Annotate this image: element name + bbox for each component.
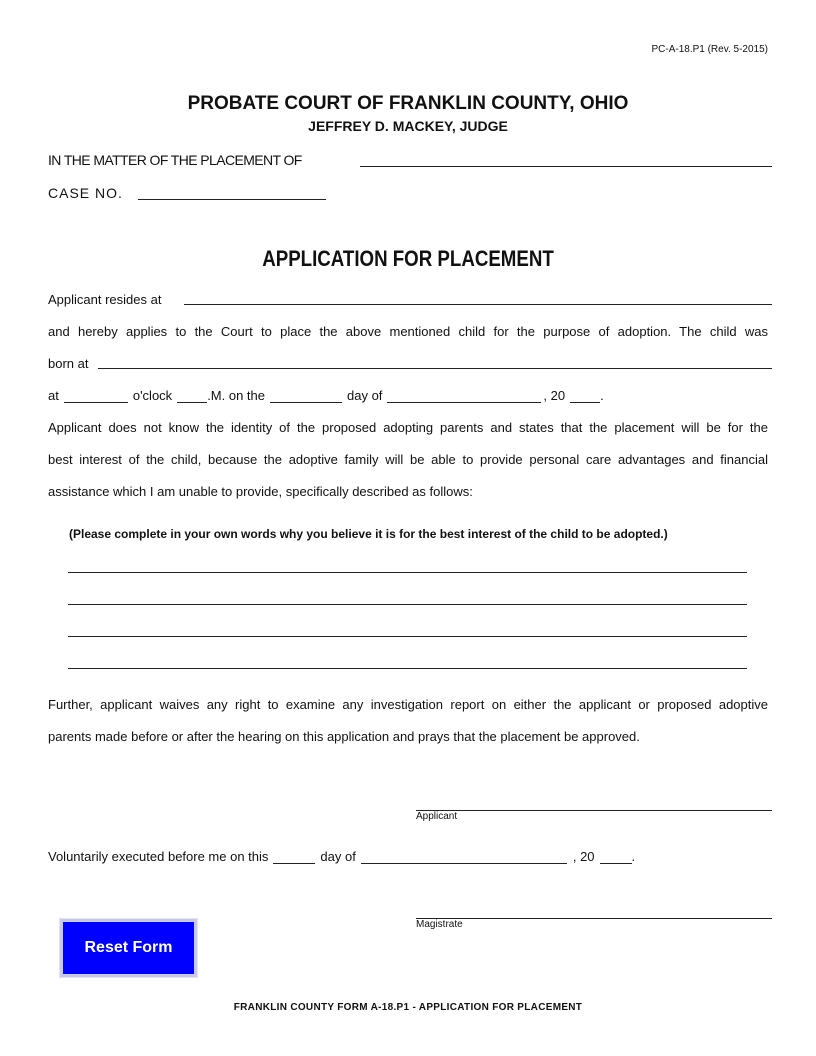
at-label: at — [48, 388, 59, 403]
reset-form-button[interactable]: Reset Form — [60, 919, 197, 977]
day-of-label: day of — [347, 388, 383, 403]
birthplace-input[interactable] — [98, 352, 772, 369]
residence-input[interactable] — [184, 288, 772, 305]
applies-text: and hereby applies to the Court to place the above mentioned child for the purpose of adoption. The child was — [48, 324, 768, 339]
document-title: APPLICATION FOR PLACEMENT — [262, 246, 554, 271]
case-no-input[interactable] — [138, 183, 326, 200]
oclock-label: o'clock — [132, 388, 173, 403]
paragraph1-line2: best interest of the child, because the adoptive family will be able to provide personal care advantages and financial — [48, 452, 768, 467]
birth-hour-input[interactable] — [64, 390, 128, 403]
magistrate-label: Magistrate — [416, 919, 463, 930]
birth-day-input[interactable] — [270, 390, 342, 403]
birth-year-input[interactable] — [570, 390, 600, 403]
birth-time-line — [48, 388, 604, 403]
reason-line-3[interactable] — [68, 618, 747, 637]
year-prefix-label: , 20 — [572, 849, 595, 864]
reason-line-1[interactable] — [68, 554, 747, 573]
period: . — [600, 388, 604, 403]
applicant-signature-input[interactable] — [416, 792, 772, 811]
executed-month-input[interactable] — [361, 851, 567, 864]
m-on-the-label: .M. on the — [207, 388, 265, 403]
matter-label: IN THE MATTER OF THE PLACEMENT OF — [48, 152, 302, 168]
applicant-label: Applicant — [416, 811, 458, 822]
reason-line-2[interactable] — [68, 586, 747, 605]
am-pm-input[interactable] — [177, 390, 207, 403]
judge-name: JEFFREY D. MACKEY, JUDGE — [308, 118, 508, 134]
reason-line-4[interactable] — [68, 650, 747, 669]
paragraph1-line1: Applicant does not know the identity of the proposed adopting parents and states that the placement will be for the — [48, 420, 768, 435]
resides-label: Applicant resides at — [48, 292, 162, 307]
born-label: born at — [48, 356, 89, 371]
paragraph1-line3: assistance which I am unable to provide, specifically described as follows: — [48, 484, 473, 499]
voluntary-text: Voluntarily executed before me on this — [48, 849, 269, 864]
birth-month-input[interactable] — [387, 390, 541, 403]
footer: FRANKLIN COUNTY FORM A-18.P1 - APPLICATION FOR PLACEMENT — [233, 1002, 583, 1013]
paragraph2-line1: Further, applicant waives any right to examine any investigation report on either the applicant or proposed adoptive — [48, 697, 768, 712]
executed-year-input[interactable] — [600, 851, 632, 864]
magistrate-signature-input[interactable] — [416, 900, 772, 919]
case-no-label: CASE NO. — [48, 185, 123, 201]
voluntary-line — [48, 849, 635, 864]
period: . — [631, 849, 636, 864]
paragraph2-line2: parents made before or after the hearing on this application and prays that the placement be approved. — [48, 729, 640, 744]
instruction-text: (Please complete in your own words why you believe it is for the best interest of the child to be adopted.) — [69, 527, 668, 541]
form-code: PC-A-18.P1 (Rev. 5-2015) — [651, 44, 768, 55]
matter-name-input[interactable] — [360, 150, 772, 167]
executed-day-input[interactable] — [273, 851, 315, 864]
court-title: PROBATE COURT OF FRANKLIN COUNTY, OHIO — [187, 93, 629, 114]
year-prefix-label: , 20 — [543, 388, 566, 403]
day-of-label: day of — [320, 849, 356, 864]
